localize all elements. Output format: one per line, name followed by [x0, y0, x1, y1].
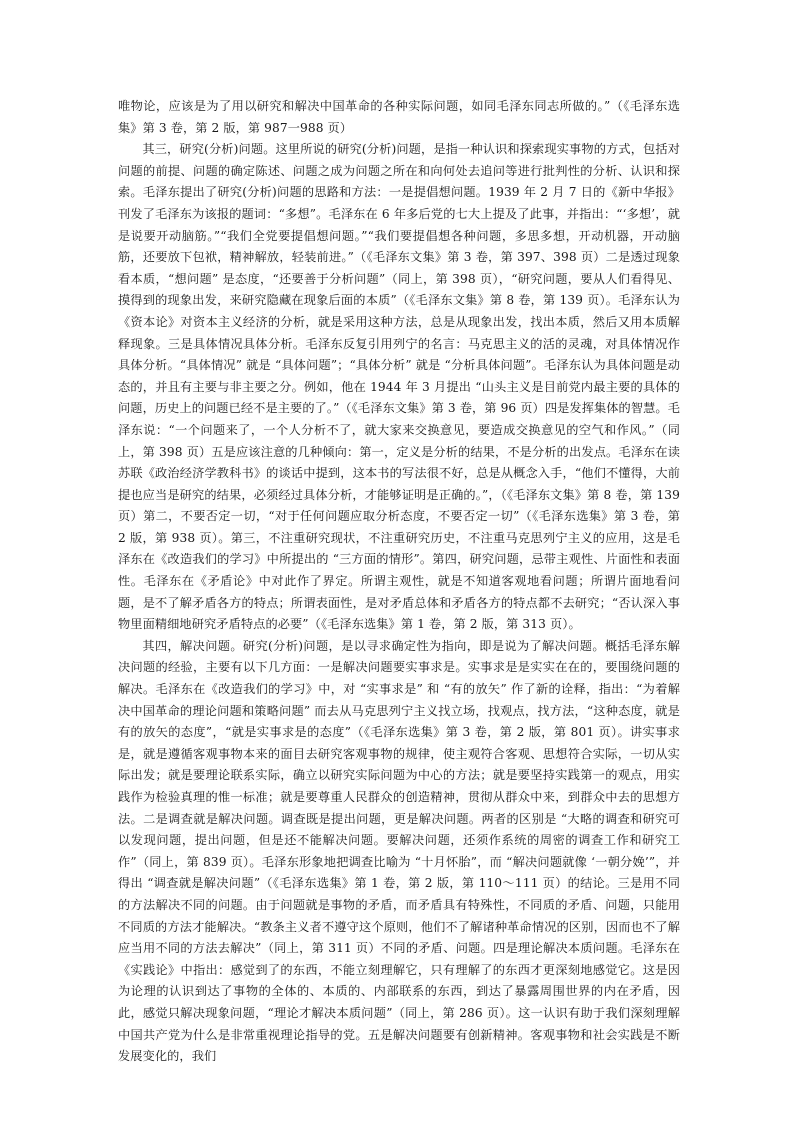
- paragraph-solve-problems: 其四，解决问题。研究(分析)问题，是以寻求确定性为指向，即是说为了解决问题。概括毛泽东解决问题的经验，主要有以下几方面：一是解决问题要实事求是。实事求是是实实在在的，要围绕问题的解决。毛泽东在《改造我们的学习》中，对 “实事求是” 和 “有的放矢” 作了新的诠释，指出：“为着解决中国革命的理论问题和策略问题” 而去从马克思列宁主义找立场，找观点，找方法，“这种态度，就是有的放矢的态度”，“就是实事求是的态度”（《毛泽东选集》第 3 卷，第 2 版，第 801 页）。讲实事求是，就是遵循客观事物本来的面目去研究客观事物的规律，使主观符合客观、思想符合实际，一切从实际出发；就是要理论联系实际，确立以研究实际问题为中心的方法；就是要坚持实践第一的观点，用实践作为检验真理的惟一标准；就是要尊重人民群众的创造精神，贯彻从群众中来，到群众中去的思想方法。二是调查就是解决问题。调查既是提出问题，更是解决问题。两者的区别是 “大略的调查和研究可以发现问题，提出问题，但是还不能解决问题。要解决问题，还须作系统的周密的调查工作和研究工作”（同上，第 839 页）。毛泽东形象地把调查比喻为 “十月怀胎”，而 “解决问题就像 ‘一朝分娩’”，并得出 “调查就是解决问题”（《毛泽东选集》第 1 卷，第 2 版，第 110～111 页）的结论。三是用不同的方法解决不同的问题。由于问题就是事物的矛盾，而矛盾具有特殊性，不同质的矛盾、问题，只能用不同质的方法才能解决。“教条主义者不遵守这个原则，他们不了解诸种革命情况的区别，因而也不了解应当用不同的方法去解决”（同上，第 311 页）不同的矛盾、问题。四是理论解决本质问题。毛泽东在《实践论》中指出：感觉到了的东西，不能立刻理解它，只有理解了的东西才更深刻地感觉它。这是因为论理的认识到达了事物的全体的、本质的、内部联系的东西，到达了暴露周围世界的内在矛盾，因此，感觉只解决现象问题，“理论才解决本质问题”（同上，第 286 页）。这一认识有助于我们深刻理解中国共产党为什么是非常重视理论指导的党。五是解决问题要有创新精神。客观事物和社会实践是不断发展变化的，我们: [118, 638, 680, 1064]
- paragraph-research-analysis: 其三，研究(分析)问题。这里所说的研究(分析)问题，是指一种认识和探索现实事物的方式，包括对问题的前提、问题的确定陈述、问题之成为问题之所在和向何处去追问等进行批判性的分析、认识和探索。毛泽东提出了研究(分析)问题的思路和方法：一是提倡想问题。1939 年 2 月 7 日的《新中华报》刊发了毛泽东为该报的题词：“多想”。毛泽东在 6 年多后党的七大上提及了此事，并指出：“‘多想’，就是说要开动脑筋。”“我们全党要提倡想问题。”“我们要提倡想各种问题，多思多想，开动机器，开动脑筋，还要放下包袱，精神解放，轻装前进。”（《毛泽东文集》第 3 卷，第 397、398 页）二是透过现象看本质，“想问题” 是态度，“还要善于分析问题”（同上，第 398 页），“研究问题，要从人们看得见、摸得到的现象出发，来研究隐藏在现象后面的本质”（《毛泽东文集》第 8 卷，第 139 页）。毛泽东认为《资本论》对资本主义经济的分析，就是采用这种方法，总是从现象出发，找出本质，然后又用本质解释现象。三是具体情况具体分析。毛泽东反复引用列宁的名言：马克思主义的活的灵魂，对具体情况作具体分析。“具体情况” 就是 “具体问题”；“具体分析” 就是 “分析具体问题”。毛泽东认为具体问题是动态的，并且有主要与非主要之分。例如，他在 1944 年 3 月提出 “山头主义是目前党内最主要的具体的问题，历史上的问题已经不是主要的了。”（《毛泽东文集》第 3 卷，第 96 页）四是发挥集体的智慧。毛泽东说：“一个问题来了，一个人分析不了，就大家来交换意见，要造成交换意见的空气和作风。”（同上，第 398 页）五是应该注意的几种倾向：第一，定义是分析的结果，不是分析的出发点。毛泽东在读苏联《政治经济学教科书》的谈话中提到，这本书的写法很不好，总是从概念入手，“他们不懂得，大前提也应当是研究的结果，必须经过具体分析，才能够证明是正确的。”，（《毛泽东文集》第 8 卷，第 139 页）第二，不要否定一切，“对于任何问题应取分析态度，不要否定一切”（《毛泽东选集》第 3 卷，第 2 版，第 938 页）。第三，不注重研究现状，不注重研究历史，不注重马克思列宁主义的应用，这是毛泽东在《改造我们的学习》中所提出的 “三方面的情形”。第四，研究问题，忌带主观性、片面性和表面性。毛泽东在《矛盾论》中对此作了界定。所谓主观性，就是不知道客观地看问题；所谓片面地看问题，是不了解矛盾各方的特点；所谓表面性，是对矛盾总体和矛盾各方的特点都不去研究；“否认深入事物里面精细地研究矛盾特点的必要”（《毛泽东选集》第 1 卷，第 2 版，第 313 页）。: [118, 142, 680, 632]
- document-page: [118, 96, 680, 1068]
- paragraph-continuation: 唯物论，应该是为了用以研究和解决中国革命的各种实际问题，如同毛泽东同志所做的。”（《毛泽东选集》第 3 卷，第 2 版，第 987一988 页）: [118, 99, 680, 135]
